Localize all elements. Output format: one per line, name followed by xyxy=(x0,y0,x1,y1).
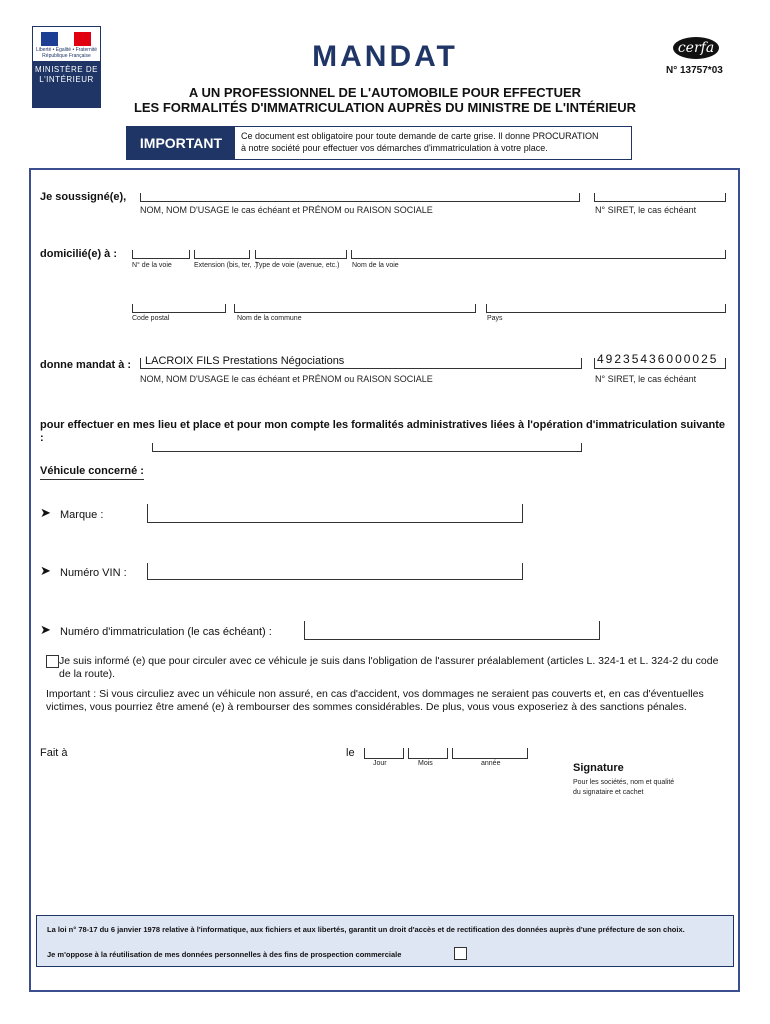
soussigne-siret-field[interactable] xyxy=(594,193,726,202)
immat-label: Numéro d'immatriculation (le cas échéant) : xyxy=(60,626,272,638)
addr-ext-caption: Extension (bis, ter, .) xyxy=(194,262,258,269)
cerfa-logo: cerfa xyxy=(673,37,719,59)
subtitle-line-2: LES FORMALITÉS D'IMMATRICULATION AUPRÈS DU MINISTRE DE L'INTÉRIEUR xyxy=(133,100,637,115)
marque-field[interactable] xyxy=(147,504,523,523)
addr-cp-field[interactable] xyxy=(132,304,226,313)
important-text xyxy=(241,130,629,154)
mandat-label: donne mandat à : xyxy=(40,359,132,371)
soussigne-label: Je soussigné(e), xyxy=(40,191,127,203)
mois-field[interactable] xyxy=(408,748,448,759)
jour-caption: Jour xyxy=(373,760,387,767)
logo-ministry-text: MINISTÈRE DE L'INTÉRIEUR xyxy=(33,62,100,107)
addr-name-field[interactable] xyxy=(351,250,726,259)
important-notice xyxy=(126,126,632,160)
immat-field[interactable] xyxy=(304,621,600,640)
subtitle-line-1: A UN PROFESSIONNEL DE L'AUTOMOBILE POUR EFFECTUER xyxy=(188,85,582,100)
addr-cp-caption: Code postal xyxy=(132,315,170,322)
arrow-bullet-icon: ➤ xyxy=(40,563,51,578)
mandataire-siret-value: 49235436000025 xyxy=(597,352,719,366)
annee-field[interactable] xyxy=(452,748,528,759)
soussigne-name-field[interactable] xyxy=(140,193,580,202)
important-text-line-2: à notre société pour effectuer vos démarches d'immatriculation à votre place. xyxy=(241,143,548,153)
addr-num-field[interactable] xyxy=(132,250,190,259)
important-label: IMPORTANT xyxy=(127,127,235,159)
vehicule-heading: Véhicule concerné : xyxy=(40,465,144,480)
vin-field[interactable] xyxy=(147,563,523,580)
subtitle xyxy=(0,85,770,115)
arrow-bullet-icon: ➤ xyxy=(40,622,51,637)
addr-commune-caption: Nom de la commune xyxy=(237,315,302,322)
mandataire-siret-caption: N° SIRET, le cas échéant xyxy=(595,374,697,384)
cerfa-number: N° 13757*03 xyxy=(666,65,723,76)
annee-caption: année xyxy=(481,760,501,767)
law-text: La loi n° 78-17 du 6 janvier 1978 relative à l'informatique, aux fichiers et aux libertés, garantit un droit d'accès et de rectification des données auprès d'une préfecture de son choix. xyxy=(47,925,685,934)
addr-commune-field[interactable] xyxy=(234,304,476,313)
signature-area[interactable] xyxy=(573,802,723,902)
signature-note-line-1: Pour les sociétés, nom et qualité xyxy=(573,779,675,786)
signature-note-line-2: du signataire et cachet xyxy=(573,789,644,796)
addr-name-caption: Nom de la voie xyxy=(352,262,399,269)
addr-num-caption: N° de la voie xyxy=(132,262,172,269)
addr-ext-field[interactable] xyxy=(194,250,250,259)
addr-pays-field[interactable] xyxy=(486,304,726,313)
page-title: MANDAT xyxy=(312,40,458,73)
vin-label: Numéro VIN : xyxy=(60,567,127,579)
soussigne-name-caption: NOM, NOM D'USAGE le cas échéant et PRÉNOM ou RAISON SOCIALE xyxy=(140,205,433,215)
operation-field[interactable] xyxy=(152,443,582,452)
important-warning-text: Important : Si vous circuliez avec un véhicule non assuré, en cas d'accident, vos dommages ne seraient pas couverts et, en cas d'éventuelles victimes, vous pourriez être amené (e) à rembourser des sommes considérables. De plus, vous vous exposeriez à des sanctions pénales. xyxy=(46,688,704,713)
insurance-text: Je suis informé (e) que pour circuler avec ce véhicule je suis dans l'obligation de l'assurer préalablement (articles L. 324-1 et L. 324-2 du code de la route). xyxy=(59,655,719,680)
marque-label: Marque : xyxy=(60,509,104,521)
addr-type-caption: Type de voie (avenue, etc.) xyxy=(255,262,340,269)
soussigne-siret-caption: N° SIRET, le cas échéant xyxy=(595,205,697,215)
addr-pays-caption: Pays xyxy=(487,315,503,322)
important-text-line-1: Ce document est obligatoire pour toute demande de carte grise. Il donne PROCURATION xyxy=(241,131,599,141)
jour-field[interactable] xyxy=(364,748,404,759)
opposition-text: Je m'oppose à la réutilisation de mes données personnelles à des fins de prospection commerciale xyxy=(47,950,402,959)
operation-label: pour effectuer en mes lieu et place et pour mon compte les formalités administratives liées à l'opération d'immatriculation suivante : xyxy=(40,419,725,444)
logo-motto: Liberté • Égalité • Fraternité République Française xyxy=(35,47,98,59)
privacy-info-box xyxy=(36,915,734,967)
domicile-label: domicilié(e) à : xyxy=(40,248,118,260)
signature-label: Signature xyxy=(573,762,624,774)
mois-caption: Mois xyxy=(418,760,433,767)
mandataire-name-value: LACROIX FILS Prestations Négociations xyxy=(145,355,345,367)
arrow-bullet-icon: ➤ xyxy=(40,505,51,520)
addr-type-field[interactable] xyxy=(255,250,347,259)
le-label: le xyxy=(346,747,355,759)
opposition-checkbox[interactable] xyxy=(454,947,467,960)
fait-a-label: Fait à xyxy=(40,747,68,759)
insurance-checkbox[interactable] xyxy=(46,655,59,668)
mandataire-name-caption: NOM, NOM D'USAGE le cas échéant et PRÉNOM ou RAISON SOCIALE xyxy=(140,374,433,384)
